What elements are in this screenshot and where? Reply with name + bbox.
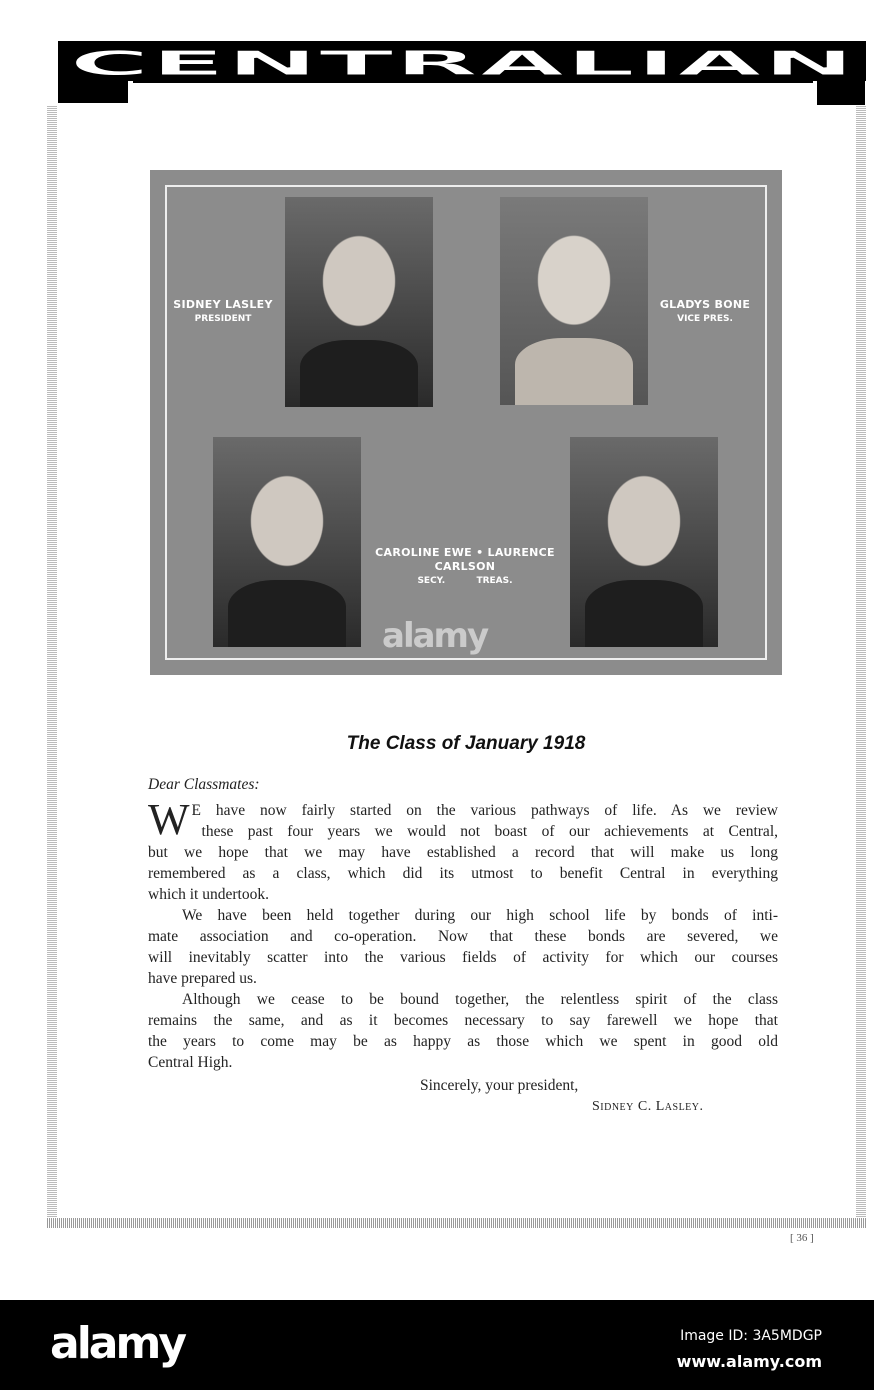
caption-role: PRESIDENT: [194, 314, 252, 324]
caption-role: SECY. TREAS.: [417, 576, 513, 586]
right-border: [856, 105, 866, 1225]
banner-title: CENTRALIAN: [69, 44, 855, 84]
drop-cap: W: [148, 795, 190, 844]
portrait-sidney-lasley: [285, 197, 433, 407]
portrait-laurence-carlson: [570, 437, 718, 647]
text-line: these past four years we would not boast of our achievements at Central,: [201, 823, 778, 840]
stock-footer: [0, 1300, 874, 1390]
portrait-gladys-bone: [500, 197, 648, 405]
paragraph-1: [148, 795, 778, 905]
image-id: Image ID: 3A5MDGP: [680, 1328, 822, 1344]
alamy-watermark: alamy: [382, 616, 488, 656]
left-border: [47, 105, 57, 1225]
officers-photo-panel: [150, 170, 782, 675]
caption-name: GLADYS BONE: [659, 298, 751, 311]
text-line: remembered as a class, which did its utmost to benefit Central in everything: [148, 865, 778, 882]
closing: Sincerely, your president,: [420, 1077, 579, 1094]
text-line: mate association and co-operation. Now that these bonds are severed, we: [148, 928, 778, 945]
paragraph-3: [148, 989, 778, 1073]
alamy-logo: alamy: [50, 1318, 184, 1369]
signature: Sidney C. Lasley.: [592, 1099, 704, 1114]
bottom-border: [47, 1218, 866, 1228]
paragraph-2: [148, 905, 778, 989]
portrait-caroline-ewe: [213, 437, 361, 647]
caption-secretary-treasurer: [355, 546, 575, 588]
text-line: remains the same, and as it becomes necessary to say farewell we hope that: [148, 1012, 778, 1029]
text-line: Although we cease to be bound together, the relentless spirit of the class: [182, 991, 778, 1008]
text-line: Central High.: [148, 1054, 233, 1071]
greeting: Dear Classmates:: [148, 776, 260, 793]
caption-vice-president: [650, 298, 760, 326]
caption-role: VICE PRES.: [677, 314, 733, 324]
text-line: the years to come may be as happy as those which we spent in good old: [148, 1033, 778, 1050]
article-title: The Class of January 1918: [346, 733, 586, 754]
text-line: E have now fairly started on the various pathways of life. As we review: [191, 802, 778, 819]
caption-name: SIDNEY LASLEY: [173, 298, 273, 311]
text-line: will inevitably scatter into the various fields of activity for which our courses: [148, 949, 778, 966]
text-line: have prepared us.: [148, 970, 257, 987]
centralian-banner: [57, 40, 867, 106]
caption-president: [168, 298, 278, 326]
site-link[interactable]: www.alamy.com: [676, 1352, 822, 1371]
text-line: but we hope that we may have established a record that will make us long: [148, 844, 778, 861]
letter-body: [148, 774, 778, 1073]
page-number: [ 36 ]: [790, 1232, 814, 1244]
caption-name: CAROLINE EWE • LAURENCE CARLSON: [375, 546, 555, 573]
text-line: which it undertook.: [148, 886, 269, 903]
text-line: We have been held together during our high school life by bonds of inti-: [182, 907, 778, 924]
